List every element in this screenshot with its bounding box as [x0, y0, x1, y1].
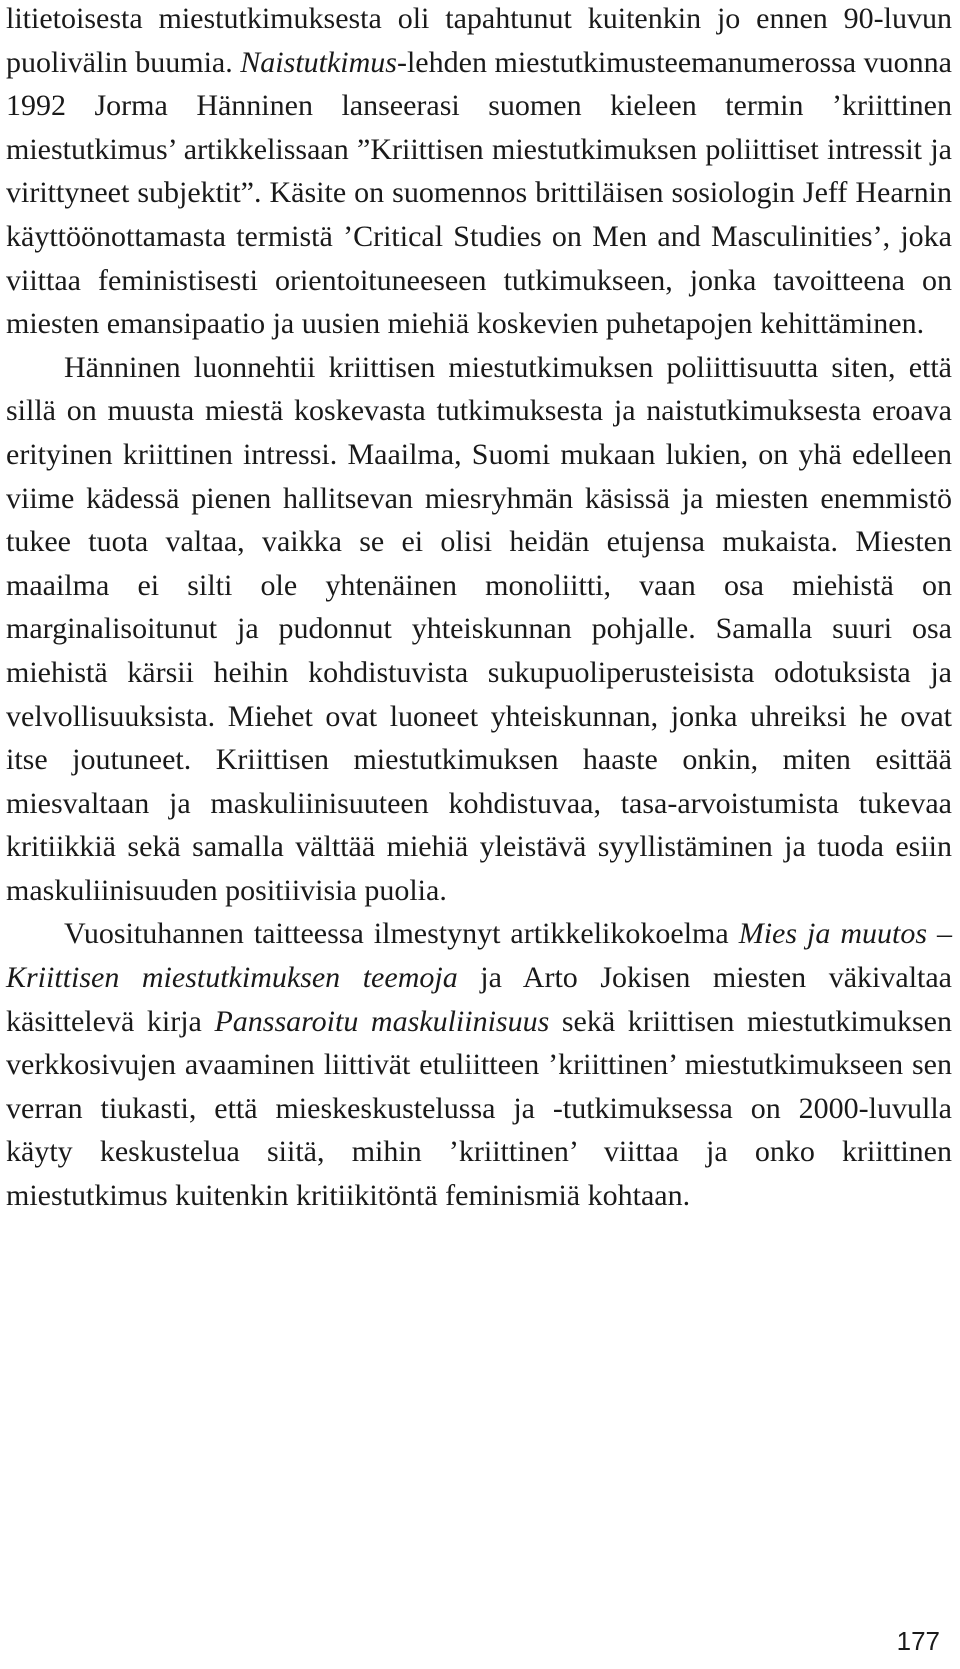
paragraph-2-segment-1: Hänninen luonnehtii kriittisen miestutkimuksen poliittisuutta siten, että sillä on muusta miestä koskevasta tutkimuksesta ja naistutkimuksesta eroava erityinen kriittinen intressi. Maailma, Suomi mukaan lukien, on yhä edelleen viime kädessä pienen hallitsevan miesryhmän käsissä ja miesten enemmistö tukee tuota valtaa, vaikka se ei olisi heidän etujensa mukaista. Miesten maailma ei silti ole yhtenäinen monoliitti, vaan osa miehistä on marginalisoitunut ja pudonnut yhteiskunnan pohjalle. Samalla suuri osa miehistä kärsii heihin kohdistuvista sukupuoliperusteisista odotuksista ja velvollisuuksista. Miehet ovat luoneet yhteiskunnan, jonka uhreiksi he ovat itse joutuneet. Kriittisen miestutkimuksen haaste onkin, miten esittää miesvaltaan ja maskuliinisuuteen kohdistuvaa, tasa-arvoistumista tukevaa kritiikkiä sekä samalla välttää miehiä yleistävä syyllistäminen ja tuoda esiin maskuliinisuuden positiivisia puolia.	[6, 350, 952, 907]
paragraph-3-segment-3: ja Arto Jokisen miesten väkivaltaa käsittelevä kirja	[6, 961, 952, 1038]
paragraph-2	[6, 346, 952, 913]
paragraph-3-segment-5: sekä kriittisen miestutkimuksen verkkosivujen avaaminen liittivät etuliitteen ’kriittinen’ miestutkimukseen sen verran tiukasti, että mieskeskustelussa ja -tutkimuksessa on 2000-luvulla käyty keskustelua siitä, mihin ’kriittinen’ viittaa ja onko kriittinen miestutkimus kuitenkin kritiikitöntä feminismiä kohtaan.	[6, 1004, 952, 1213]
paragraph-1	[6, 0, 952, 346]
document-page	[6, 0, 952, 1669]
paragraph-3	[6, 912, 952, 1217]
paragraph-1-segment-1: litietoisesta miestutkimuksesta oli tapahtunut kuitenkin jo ennen 90-luvun puolivälin buumia.	[6, 2, 952, 79]
body-text	[6, 0, 952, 1218]
page-number: 177	[896, 1626, 940, 1656]
journal-title-naistutkimus: Naistutkimus	[240, 45, 397, 79]
paragraph-1-segment-3: -lehden miestutkimusteemanumerossa vuonna 1992 Jorma Hänninen lanseerasi suomen kieleen termin ’kriittinen miestutkimus’ artikkelissaan ”Kriittisen miestutkimuksen poliittiset intressit ja virittyneet subjektit”. Käsite on suomennos brittiläisen sosiologin Jeff Hearnin käyttöönottamasta termistä ’Critical Studies on Men and Masculinities’, joka viittaa feministisesti orientoituneeseen tutkimukseen, jonka tavoitteena on miesten emansipaatio ja uusien miehiä koskevien puhetapojen kehittäminen.	[6, 45, 953, 341]
book-title-panssaroitu-maskuliinisuus: Panssaroitu maskuliinisuus	[214, 1004, 550, 1038]
book-title-mies-ja-muutos: Mies ja muutos – Kriittisen miestutkimuksen teemoja	[6, 917, 953, 995]
paragraph-3-segment-1: Vuosituhannen taitteessa ilmestynyt artikkelikokoelma	[64, 917, 739, 951]
